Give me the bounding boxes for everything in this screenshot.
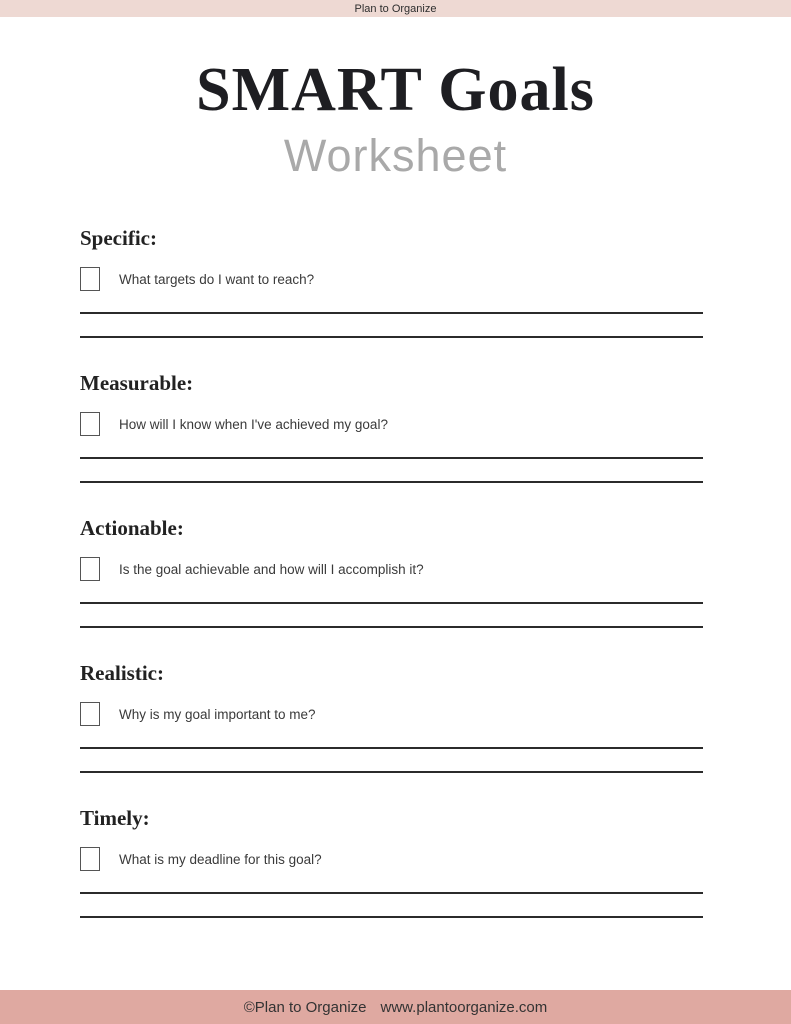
prompt-text: What is my deadline for this goal? (119, 851, 322, 867)
prompt-row (80, 266, 703, 292)
section-actionable (80, 514, 703, 628)
checkbox[interactable] (80, 702, 100, 726)
writing-line (80, 916, 703, 918)
page-subtitle: Worksheet (283, 130, 508, 181)
title-block (0, 56, 791, 181)
brand-name: Plan to Organize (354, 2, 437, 15)
prompt-text: Is the goal achievable and how will I accomplish it? (119, 561, 424, 577)
prompt-row (80, 411, 703, 437)
prompt-text: What targets do I want to reach? (119, 271, 315, 287)
writing-line (80, 771, 703, 773)
footer-bar (0, 990, 791, 1024)
section-timely (80, 804, 703, 918)
checkbox[interactable] (80, 267, 100, 291)
section-heading: Measurable: (80, 371, 194, 395)
writing-line (80, 481, 703, 483)
prompt-text: Why is my goal important to me? (119, 706, 316, 722)
section-realistic (80, 659, 703, 773)
writing-line (80, 336, 703, 338)
writing-line (80, 602, 703, 604)
page-title: SMART Goals (196, 56, 595, 124)
writing-line (80, 892, 703, 894)
checkbox[interactable] (80, 847, 100, 871)
top-brand-bar (0, 0, 791, 17)
checkbox[interactable] (80, 412, 100, 436)
section-heading: Actionable: (80, 516, 184, 540)
section-heading: Timely: (80, 806, 150, 830)
worksheet-body (80, 224, 703, 918)
writing-line (80, 457, 703, 459)
footer-website: www.plantoorganize.com (380, 998, 548, 1016)
footer-copyright: ©Plan to Organize (243, 998, 367, 1016)
writing-line (80, 626, 703, 628)
section-heading: Realistic: (80, 661, 164, 685)
writing-line (80, 312, 703, 314)
section-heading: Specific: (80, 226, 157, 250)
checkbox[interactable] (80, 557, 100, 581)
writing-line (80, 747, 703, 749)
section-measurable (80, 369, 703, 483)
prompt-row (80, 846, 703, 872)
prompt-text: How will I know when I've achieved my goal? (119, 416, 388, 432)
prompt-row (80, 556, 703, 582)
prompt-row (80, 701, 703, 727)
section-specific (80, 224, 703, 338)
